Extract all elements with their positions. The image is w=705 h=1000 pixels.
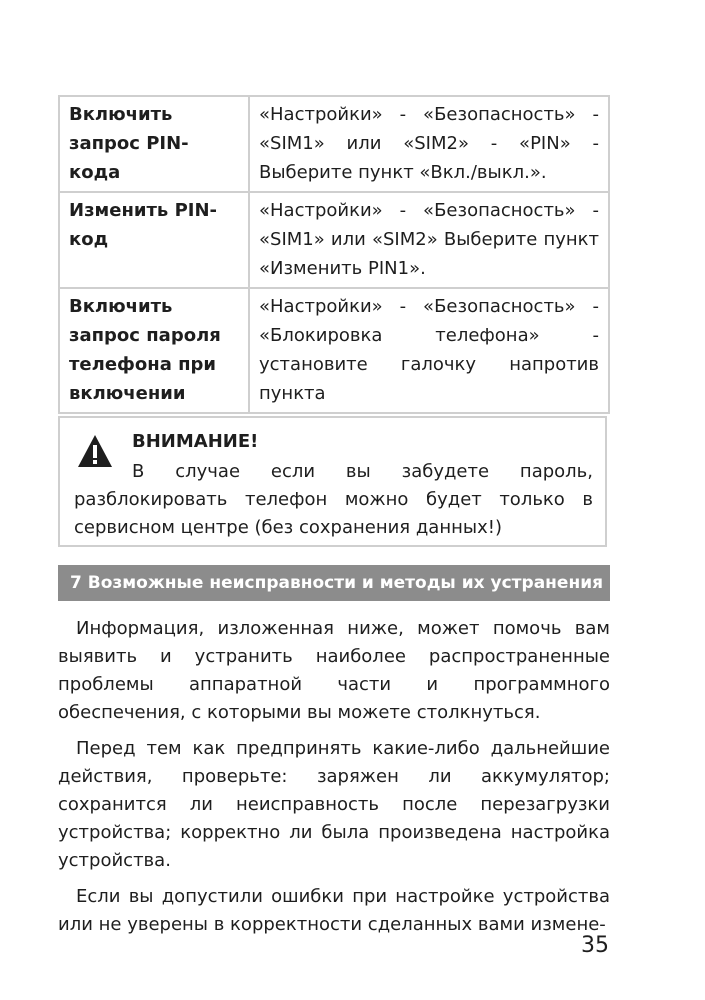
table-cell-action: Включить запрос PIN-кода bbox=[59, 96, 249, 192]
section-heading: 7 Возможные неисправности и методы их устранения bbox=[58, 565, 610, 601]
paragraph: Информация, изложенная ниже, может помочь вам выявить и устранить наиболее распространенные проблемы аппаратной части и программного обеспечения, с которыми вы можете столкнуться. bbox=[58, 618, 610, 723]
table-cell-path: «Настройки» - «Безопасность» - «SIM1» или «SIM2» Выберите пункт «Изменить PIN1». bbox=[249, 192, 609, 288]
table-cell-path: «Настройки» - «Безопасность» - «SIM1» или «SIM2» - «PIN» - Выберите пункт «Вкл./выкл.». bbox=[249, 96, 609, 192]
paragraph: Если вы допустили ошибки при настройке устройства или не уверены в корректности сделанных вами измене- bbox=[58, 886, 610, 935]
body-text bbox=[58, 615, 610, 947]
table-row bbox=[59, 192, 609, 288]
page-number: 35 bbox=[581, 933, 609, 958]
table-cell-path: «Настройки» - «Безопасность» - «Блокировка телефона» - установите галочку напротив пункта bbox=[249, 288, 609, 413]
warning-box bbox=[58, 416, 607, 547]
table-row bbox=[59, 96, 609, 192]
warning-text: В случае если вы забудете пароль, разблокировать телефон можно будет только в сервисном центре (без сохранения данных!) bbox=[74, 461, 593, 538]
table-cell-action: Изменить PIN-код bbox=[59, 192, 249, 288]
table-cell-action: Включить запрос пароля телефона при включении bbox=[59, 288, 249, 413]
settings-table bbox=[58, 95, 610, 414]
table-row bbox=[59, 288, 609, 413]
warning-title: ВНИМАНИЕ! bbox=[132, 431, 259, 452]
paragraph: Перед тем как предпринять какие-либо дальнейшие действия, проверьте: заряжен ли аккумулятор; сохранится ли неисправность после перезагрузки устройства; корректно ли была произведена настройка устройства. bbox=[58, 738, 610, 871]
